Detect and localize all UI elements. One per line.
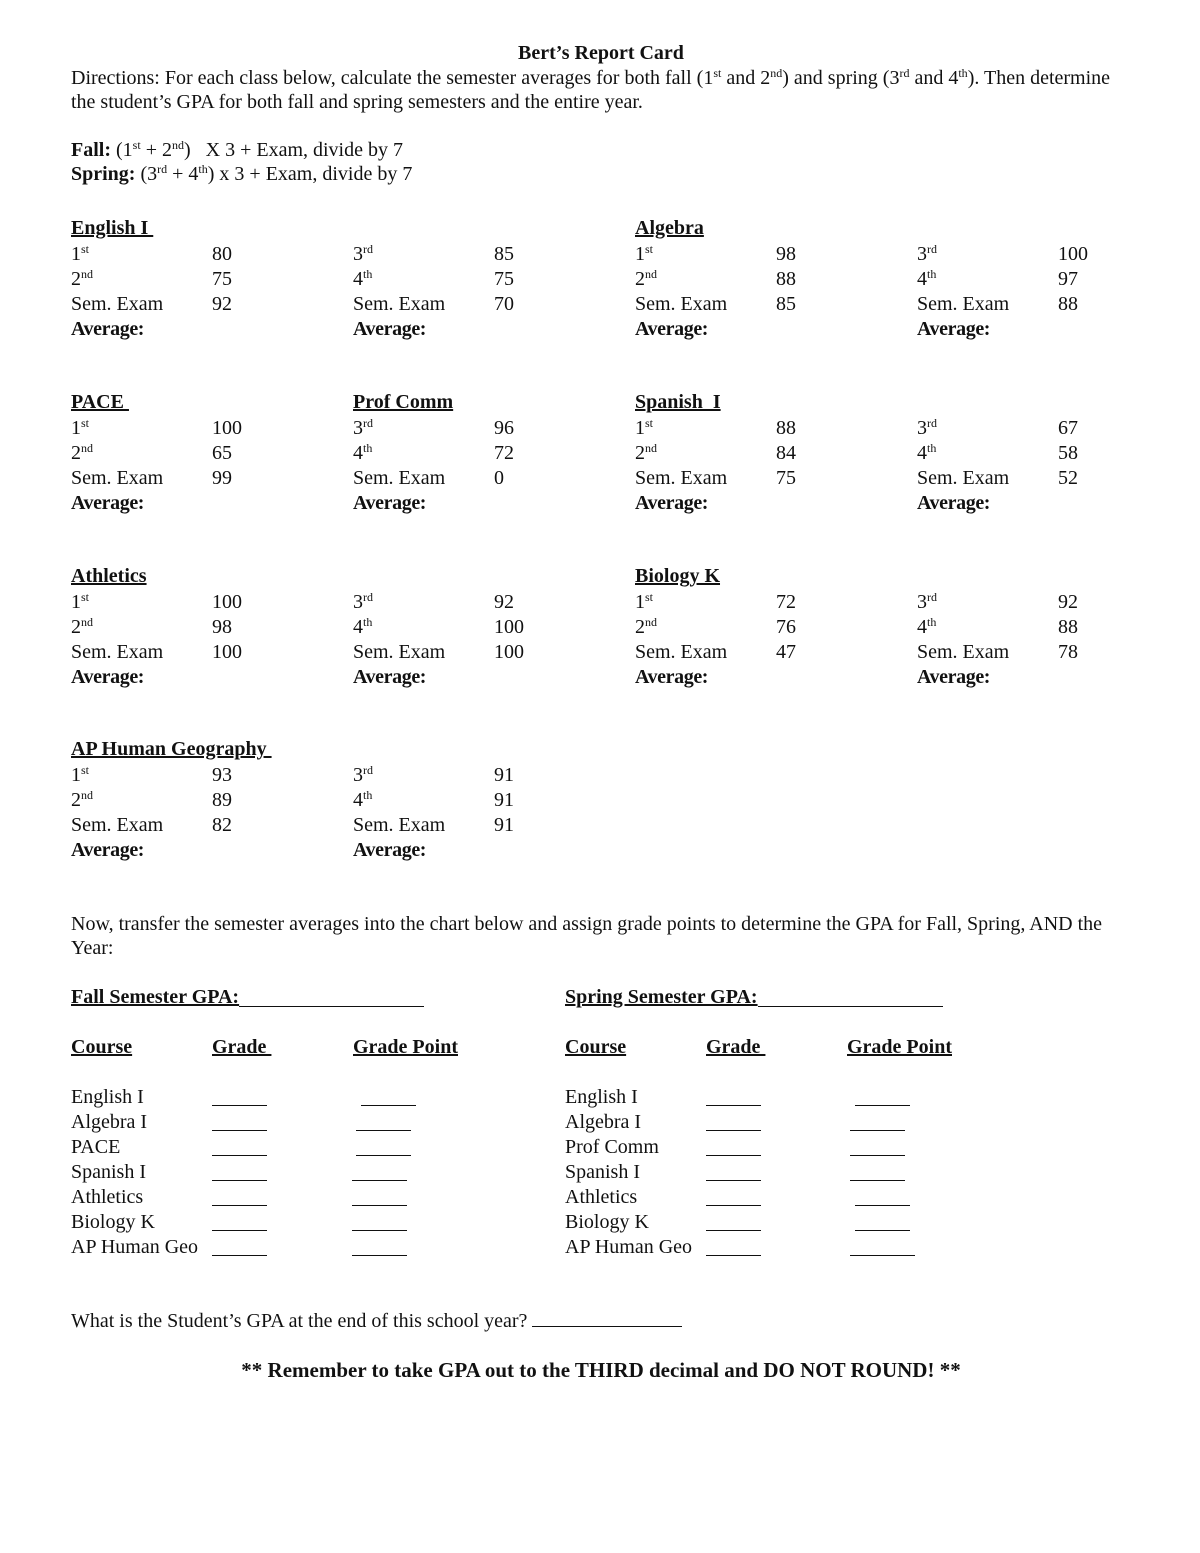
spring-gpa-row: Algebra I [565, 1111, 642, 1133]
quarter-2-grade: 98 [212, 616, 232, 638]
quarter-4-grade: 75 [494, 268, 514, 290]
directions-text: Directions: For each class below, calculate the semester averages for both fall (1st and 2nd) and spring (3rd and 4th). Then determine the student’s GPA for both fall and spring semesters and the entire year. [71, 66, 1111, 113]
fall-exam-grade: 99 [212, 467, 232, 489]
spring-exam-grade: 91 [494, 814, 514, 836]
quarter-2-grade: 65 [212, 442, 232, 464]
fall-gpa-row: English I [71, 1086, 144, 1108]
fall-grade-point-blank[interactable] [352, 1205, 407, 1206]
fall-grade-blank[interactable] [212, 1155, 267, 1156]
spring-column-grade: Grade [706, 1036, 766, 1058]
spring-grade-blank[interactable] [706, 1130, 761, 1131]
quarter-2-label: 2nd [635, 267, 657, 290]
fall-exam-label: Sem. Exam [71, 293, 164, 315]
spring-exam-label: Sem. Exam [917, 641, 1010, 663]
spring-average-label: Average: [353, 318, 427, 340]
fall-exam-grade: 85 [776, 293, 796, 315]
fall-grade-blank[interactable] [212, 1230, 267, 1231]
spring-exam-label: Sem. Exam [353, 467, 446, 489]
quarter-2-label: 2nd [71, 267, 93, 290]
quarter-4-grade: 58 [1058, 442, 1078, 464]
quarter-4-grade: 88 [1058, 616, 1078, 638]
fall-grade-point-blank[interactable] [352, 1230, 407, 1231]
spring-grade-point-blank[interactable] [855, 1205, 910, 1206]
course-title: AP Human Geography [71, 738, 272, 760]
quarter-1-grade: 88 [776, 417, 796, 439]
fall-exam-grade: 92 [212, 293, 232, 315]
year-gpa-answer-blank[interactable] [532, 1308, 682, 1327]
spring-formula: Spring: (3rd + 4th) x 3 + Exam, divide by 7 [71, 162, 413, 185]
fall-exam-label: Sem. Exam [635, 467, 728, 489]
quarter-2-grade: 75 [212, 268, 232, 290]
course-title: Algebra [635, 217, 704, 239]
spring-gpa-row: Prof Comm [565, 1136, 659, 1158]
spring-average-label: Average: [353, 839, 427, 861]
spring-exam-label: Sem. Exam [353, 814, 446, 836]
fall-exam-label: Sem. Exam [71, 467, 164, 489]
fall-exam-grade: 100 [212, 641, 242, 663]
quarter-2-grade: 84 [776, 442, 796, 464]
course-title: Spanish I [635, 391, 721, 413]
page-title: Bert’s Report Card [518, 42, 684, 64]
quarter-2-label: 2nd [71, 441, 93, 464]
spring-average-label: Average: [917, 492, 991, 514]
quarter-3-grade: 96 [494, 417, 514, 439]
spring-average-label: Average: [917, 666, 991, 688]
reminder-note: ** Remember to take GPA out to the THIRD decimal and DO NOT ROUND! ** [241, 1358, 961, 1382]
fall-grade-blank[interactable] [212, 1205, 267, 1206]
quarter-2-label: 2nd [71, 788, 93, 811]
fall-grade-point-blank[interactable] [356, 1130, 411, 1131]
fall-grade-blank[interactable] [212, 1105, 267, 1106]
fall-exam-label: Sem. Exam [71, 641, 164, 663]
spring-exam-grade: 88 [1058, 293, 1078, 315]
quarter-4-label: 4th [353, 267, 373, 290]
quarter-3-label: 3rd [353, 416, 373, 439]
quarter-1-grade: 98 [776, 243, 796, 265]
spring-grade-blank[interactable] [706, 1105, 761, 1106]
fall-gpa-row: Biology K [71, 1211, 155, 1233]
quarter-1-label: 1st [635, 590, 654, 613]
quarter-2-label: 2nd [635, 441, 657, 464]
fall-average-label: Average: [71, 318, 145, 340]
spring-exam-label: Sem. Exam [353, 641, 446, 663]
quarter-1-grade: 93 [212, 764, 232, 786]
spring-gpa-row: Biology K [565, 1211, 649, 1233]
spring-grade-point-blank[interactable] [850, 1130, 905, 1131]
quarter-3-grade: 100 [1058, 243, 1088, 265]
quarter-4-grade: 72 [494, 442, 514, 464]
quarter-1-label: 1st [71, 590, 90, 613]
fall-grade-point-blank[interactable] [361, 1105, 416, 1106]
quarter-4-grade: 91 [494, 789, 514, 811]
fall-grade-point-blank[interactable] [352, 1255, 407, 1256]
quarter-3-grade: 92 [1058, 591, 1078, 613]
course-title: PACE [71, 391, 129, 413]
quarter-1-label: 1st [71, 416, 90, 439]
spring-grade-blank[interactable] [706, 1255, 761, 1256]
fall-grade-blank[interactable] [212, 1255, 267, 1256]
fall-exam-label: Sem. Exam [635, 641, 728, 663]
fall-grade-point-blank[interactable] [356, 1155, 411, 1156]
quarter-3-grade: 91 [494, 764, 514, 786]
spring-column-grade-point: Grade Point [847, 1036, 952, 1058]
course-title: Biology K [635, 565, 721, 587]
report-card-page [71, 40, 1131, 1382]
quarter-1-label: 1st [635, 242, 654, 265]
fall-gpa-row: Spanish I [71, 1161, 146, 1183]
fall-average-label: Average: [71, 839, 145, 861]
fall-average-label: Average: [635, 318, 709, 340]
spring-grade-blank[interactable] [706, 1180, 761, 1181]
quarter-1-grade: 100 [212, 591, 242, 613]
fall-exam-grade: 82 [212, 814, 232, 836]
spring-average-label: Average: [353, 492, 427, 514]
spring-column-course: Course [565, 1036, 627, 1058]
fall-average-label: Average: [635, 492, 709, 514]
fall-gpa-row: AP Human Geo [71, 1236, 199, 1258]
quarter-4-label: 4th [353, 615, 373, 638]
spring-gpa-row: AP Human Geo [565, 1236, 693, 1258]
quarter-3-label: 3rd [917, 590, 937, 613]
quarter-3-grade: 85 [494, 243, 514, 265]
fall-gpa-row: PACE [71, 1136, 121, 1158]
fall-grade-point-blank[interactable] [352, 1180, 407, 1181]
quarter-4-label: 4th [917, 267, 937, 290]
fall-exam-label: Sem. Exam [71, 814, 164, 836]
course-spring-title: Prof Comm [353, 391, 454, 413]
course-title: English I [71, 217, 154, 239]
spring-gpa-row: Athletics [565, 1186, 638, 1208]
quarter-1-label: 1st [71, 242, 90, 265]
quarter-2-label: 2nd [635, 615, 657, 638]
quarter-4-label: 4th [917, 441, 937, 464]
spring-grade-blank[interactable] [706, 1230, 761, 1231]
fall-average-label: Average: [71, 492, 145, 514]
spring-grade-point-blank[interactable] [850, 1180, 905, 1181]
transfer-instructions: Now, transfer the semester averages into the chart below and assign grade points to determine the GPA for Fall, Spring, AND the Year: [71, 913, 1103, 959]
spring-exam-grade: 0 [494, 467, 504, 489]
fall-average-label: Average: [635, 666, 709, 688]
fall-gpa-heading: Fall Semester GPA: [71, 986, 240, 1008]
fall-grade-blank[interactable] [212, 1130, 267, 1131]
quarter-3-label: 3rd [353, 590, 373, 613]
spring-grade-blank[interactable] [706, 1205, 761, 1206]
fall-grade-blank[interactable] [212, 1180, 267, 1181]
quarter-2-grade: 76 [776, 616, 796, 638]
fall-gpa-row: Athletics [71, 1186, 144, 1208]
fall-exam-grade: 75 [776, 467, 796, 489]
fall-gpa-answer-blank[interactable] [239, 1006, 424, 1007]
quarter-4-grade: 97 [1058, 268, 1078, 290]
quarter-1-label: 1st [635, 416, 654, 439]
year-gpa-question: What is the Student’s GPA at the end of this school year? [71, 1308, 682, 1333]
spring-gpa-row: English I [565, 1086, 638, 1108]
quarter-3-grade: 67 [1058, 417, 1078, 439]
spring-exam-label: Sem. Exam [353, 293, 446, 315]
spring-grade-point-blank[interactable] [850, 1155, 905, 1156]
quarter-1-label: 1st [71, 763, 90, 786]
quarter-1-grade: 72 [776, 591, 796, 613]
fall-exam-grade: 47 [776, 641, 796, 663]
quarter-3-label: 3rd [353, 763, 373, 786]
fall-gpa-row: Algebra I [71, 1111, 148, 1133]
fall-column-grade: Grade [212, 1036, 272, 1058]
quarter-1-grade: 100 [212, 417, 242, 439]
quarter-2-grade: 88 [776, 268, 796, 290]
spring-average-label: Average: [917, 318, 991, 340]
quarter-2-label: 2nd [71, 615, 93, 638]
quarter-4-label: 4th [353, 788, 373, 811]
quarter-3-label: 3rd [917, 416, 937, 439]
quarter-1-grade: 80 [212, 243, 232, 265]
spring-grade-point-blank[interactable] [855, 1105, 910, 1106]
spring-exam-grade: 100 [494, 641, 524, 663]
spring-gpa-heading: Spring Semester GPA: [565, 986, 758, 1008]
quarter-3-label: 3rd [917, 242, 937, 265]
fall-column-grade-point: Grade Point [353, 1036, 458, 1058]
spring-gpa-row: Spanish I [565, 1161, 640, 1183]
quarter-4-label: 4th [353, 441, 373, 464]
spring-grade-point-blank[interactable] [850, 1255, 915, 1256]
spring-average-label: Average: [353, 666, 427, 688]
quarter-2-grade: 89 [212, 789, 232, 811]
course-title: Athletics [71, 565, 147, 587]
spring-exam-grade: 70 [494, 293, 514, 315]
fall-column-course: Course [71, 1036, 133, 1058]
spring-grade-blank[interactable] [706, 1155, 761, 1156]
fall-average-label: Average: [71, 666, 145, 688]
spring-exam-grade: 78 [1058, 641, 1078, 663]
quarter-3-label: 3rd [353, 242, 373, 265]
quarter-3-grade: 92 [494, 591, 514, 613]
spring-exam-grade: 52 [1058, 467, 1078, 489]
spring-gpa-answer-blank[interactable] [758, 1006, 943, 1007]
quarter-4-label: 4th [917, 615, 937, 638]
spring-exam-label: Sem. Exam [917, 293, 1010, 315]
spring-grade-point-blank[interactable] [855, 1230, 910, 1231]
fall-formula: Fall: (1st + 2nd) X 3 + Exam, divide by 7 [71, 138, 403, 161]
spring-exam-label: Sem. Exam [917, 467, 1010, 489]
quarter-4-grade: 100 [494, 616, 524, 638]
fall-exam-label: Sem. Exam [635, 293, 728, 315]
